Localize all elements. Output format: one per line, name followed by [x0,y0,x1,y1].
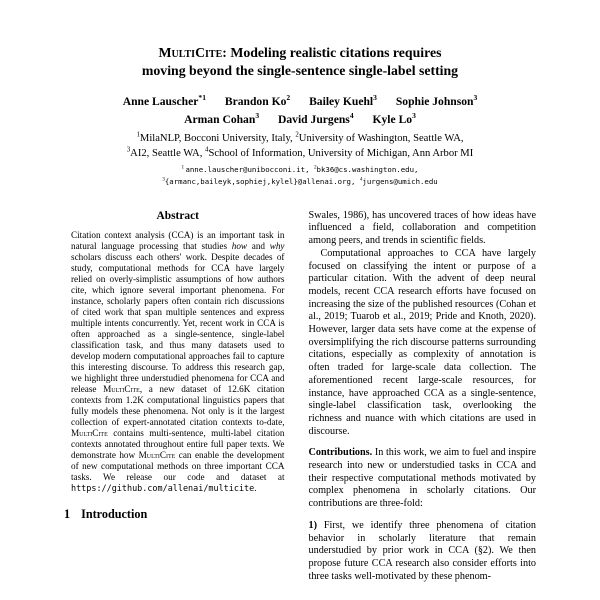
paragraph-computational-approaches [309,248,537,439]
text-run: University of Washington, Seattle WA, [298,133,464,145]
author-name: Anne Lauscher [122,94,199,108]
section-heading-introduction [64,507,292,522]
text-run: MultiCite [103,383,140,394]
text-run: Swales, 1986), has uncovered traces of how ideas have influenced a field, collaboration and competition among peers, and trends in scientific fields. [308,209,536,247]
author-affiliation-mark: 3 [412,111,416,121]
text-run: , a new dataset of 12.6K citation contexts from 1.2K computational linguistics papers that fully models these phenomena. Not only is it the largest collection of expert-annotated citation contexts to-date, [71,383,285,427]
author-name: David Jurgens [277,112,350,126]
text-run: why [269,240,285,251]
author-david-jurgens [278,113,354,126]
email-line-1 [64,164,536,176]
left-column [64,210,292,584]
text-run: MultiCite [138,449,176,460]
affiliation-line-2 [64,147,536,161]
affiliation-line-1 [64,132,536,146]
text-run: and [247,240,270,251]
text-run: MultiCite [71,427,108,438]
two-column-body [64,210,536,584]
author-anne-lauscher [122,92,206,108]
abstract-text [64,230,292,494]
paper-title [64,44,536,80]
author-affiliation-mark: 3 [255,111,260,121]
text-run: 2 [295,131,299,139]
text-run: scholars discuss each others' work. Despite decades of study, computational methods for CCA have largely relied on overly-simplistic assumptions of how authors cite, which ignore several important phenomena. For instance, scholarly papers often contain rich discussions of cited work that span multiple sentences and express multiple intents concurrently. Yet, recent work in CCA is often approached as a single-sentence, single-label classification task, and thus many datasets used to develop modern computational approaches fail to capture this interesting discourse. To address this research gap, we highlight three understudied phenomena for CCA and release [71,251,285,394]
author-brandon-ko [224,92,291,108]
text-run: In this work, we aim to fuel and inspire research into new or understudied tasks in CCA and their respective computational methods motivated by complex phenomena in scholarly citations. Our contributions are three-fold: [308,447,536,510]
title-line1-rest: : Modeling realistic citations requires [222,45,442,60]
text-run: 1 [181,164,186,171]
author-row-1 [64,92,536,110]
text-run: 4 [205,146,209,154]
text-run: 3 [162,176,165,183]
paragraph-continuation [309,210,537,248]
github-link[interactable]: https://github.com/allenai/multicite [71,482,255,493]
author-affiliation-mark: 3 [373,92,377,102]
affiliations [64,132,536,161]
author-name: Brandon Ko [224,94,287,108]
email-line-2 [64,176,536,188]
text-run: {armanc,baileyk,sophiej,kylel}@allenai.org, [164,177,360,187]
paragraph-contributions [309,447,537,511]
author-list [64,92,536,129]
author-bailey-kuehl [309,92,377,108]
author-name: Arman Cohan [184,112,256,126]
author-affiliation-mark: *1 [198,92,206,102]
author-name: Sophie Johnson [395,94,474,108]
text-run: First, we identify three phenomena of citation behavior in scholarly literature that remain understudied by prior work in CCA (§2). We then propose future CCA research also consider efforts into three tasks well-motivated by these phenom- [308,519,536,582]
title-smallcaps: MultiCite [158,45,223,60]
right-column [309,210,537,584]
email-block [64,164,536,189]
text-run: AI2, Seattle WA, [130,147,205,159]
text-run: how [231,240,248,251]
title-line-2: moving beyond the single-sentence single-label setting [141,62,459,78]
text-run: Computational approaches to CCA have largely focused on classifying the intent or purpose of a particular citation. With the advent of deep neural models, recent CCA research efforts have focused on increasing the size of the published resources (Cohan et al., 2019; Tuarob et al., 2019; Pride and Knoth, 2020). However, larger data sets have come at the expense of oversimplifying the rich discourse patterns surrounding citations, especially as complexity of annotation is often traded for large-scale data collection. The aforementioned recent large-scale resources, for instance, have approached CCA as a single-sentence, single-label classification task, overlooking the richness and nuance with which citations are used in discourse. [308,247,536,437]
text-run: Citation context analysis (CCA) is an important task in natural language processing that studies [71,229,285,251]
text-run: Contributions. [308,447,373,459]
section-title: Introduction [81,506,148,521]
author-kyle-lo [372,113,415,126]
paragraph-contribution-1 [309,520,537,584]
text-run: 1) [308,519,317,531]
text-run: School of Information, University of Michigan, Ann Arbor MI [208,147,474,159]
text-run: 3 [126,146,131,154]
text-run: anne.lauscher@unibocconi.it, [185,164,314,174]
author-affiliation-mark: 3 [473,92,478,102]
text-run: 1 [136,131,140,139]
abstract-heading: Abstract [156,209,199,222]
author-sophie-johnson [395,92,478,108]
author-affiliation-mark: 4 [349,111,354,121]
text-run: . [254,482,257,493]
author-row-2 [64,110,536,128]
text-run: bk36@cs.washington.edu, [316,164,419,174]
text-run: can enable the development of new computational methods on three important CCA tasks. We release our code and dataset at [71,449,285,482]
text-run: contains multi-sentence, multi-label citation contexts annotated throughout entire full paper texts. We demonstrate how [71,427,285,460]
text-run: MilaNLP, Bocconi University, Italy, [139,133,296,145]
author-name: Bailey Kuehl [309,94,374,108]
text-run: 2 [313,164,317,171]
section-number: 1 [64,506,71,521]
author-affiliation-mark: 2 [286,92,291,102]
title-line-1 [64,44,536,62]
author-arman-cohan [184,113,259,126]
text-run: 4 [359,176,363,183]
text-run: jurgens@umich.edu [362,177,438,187]
author-name: Kyle Lo [372,112,413,126]
